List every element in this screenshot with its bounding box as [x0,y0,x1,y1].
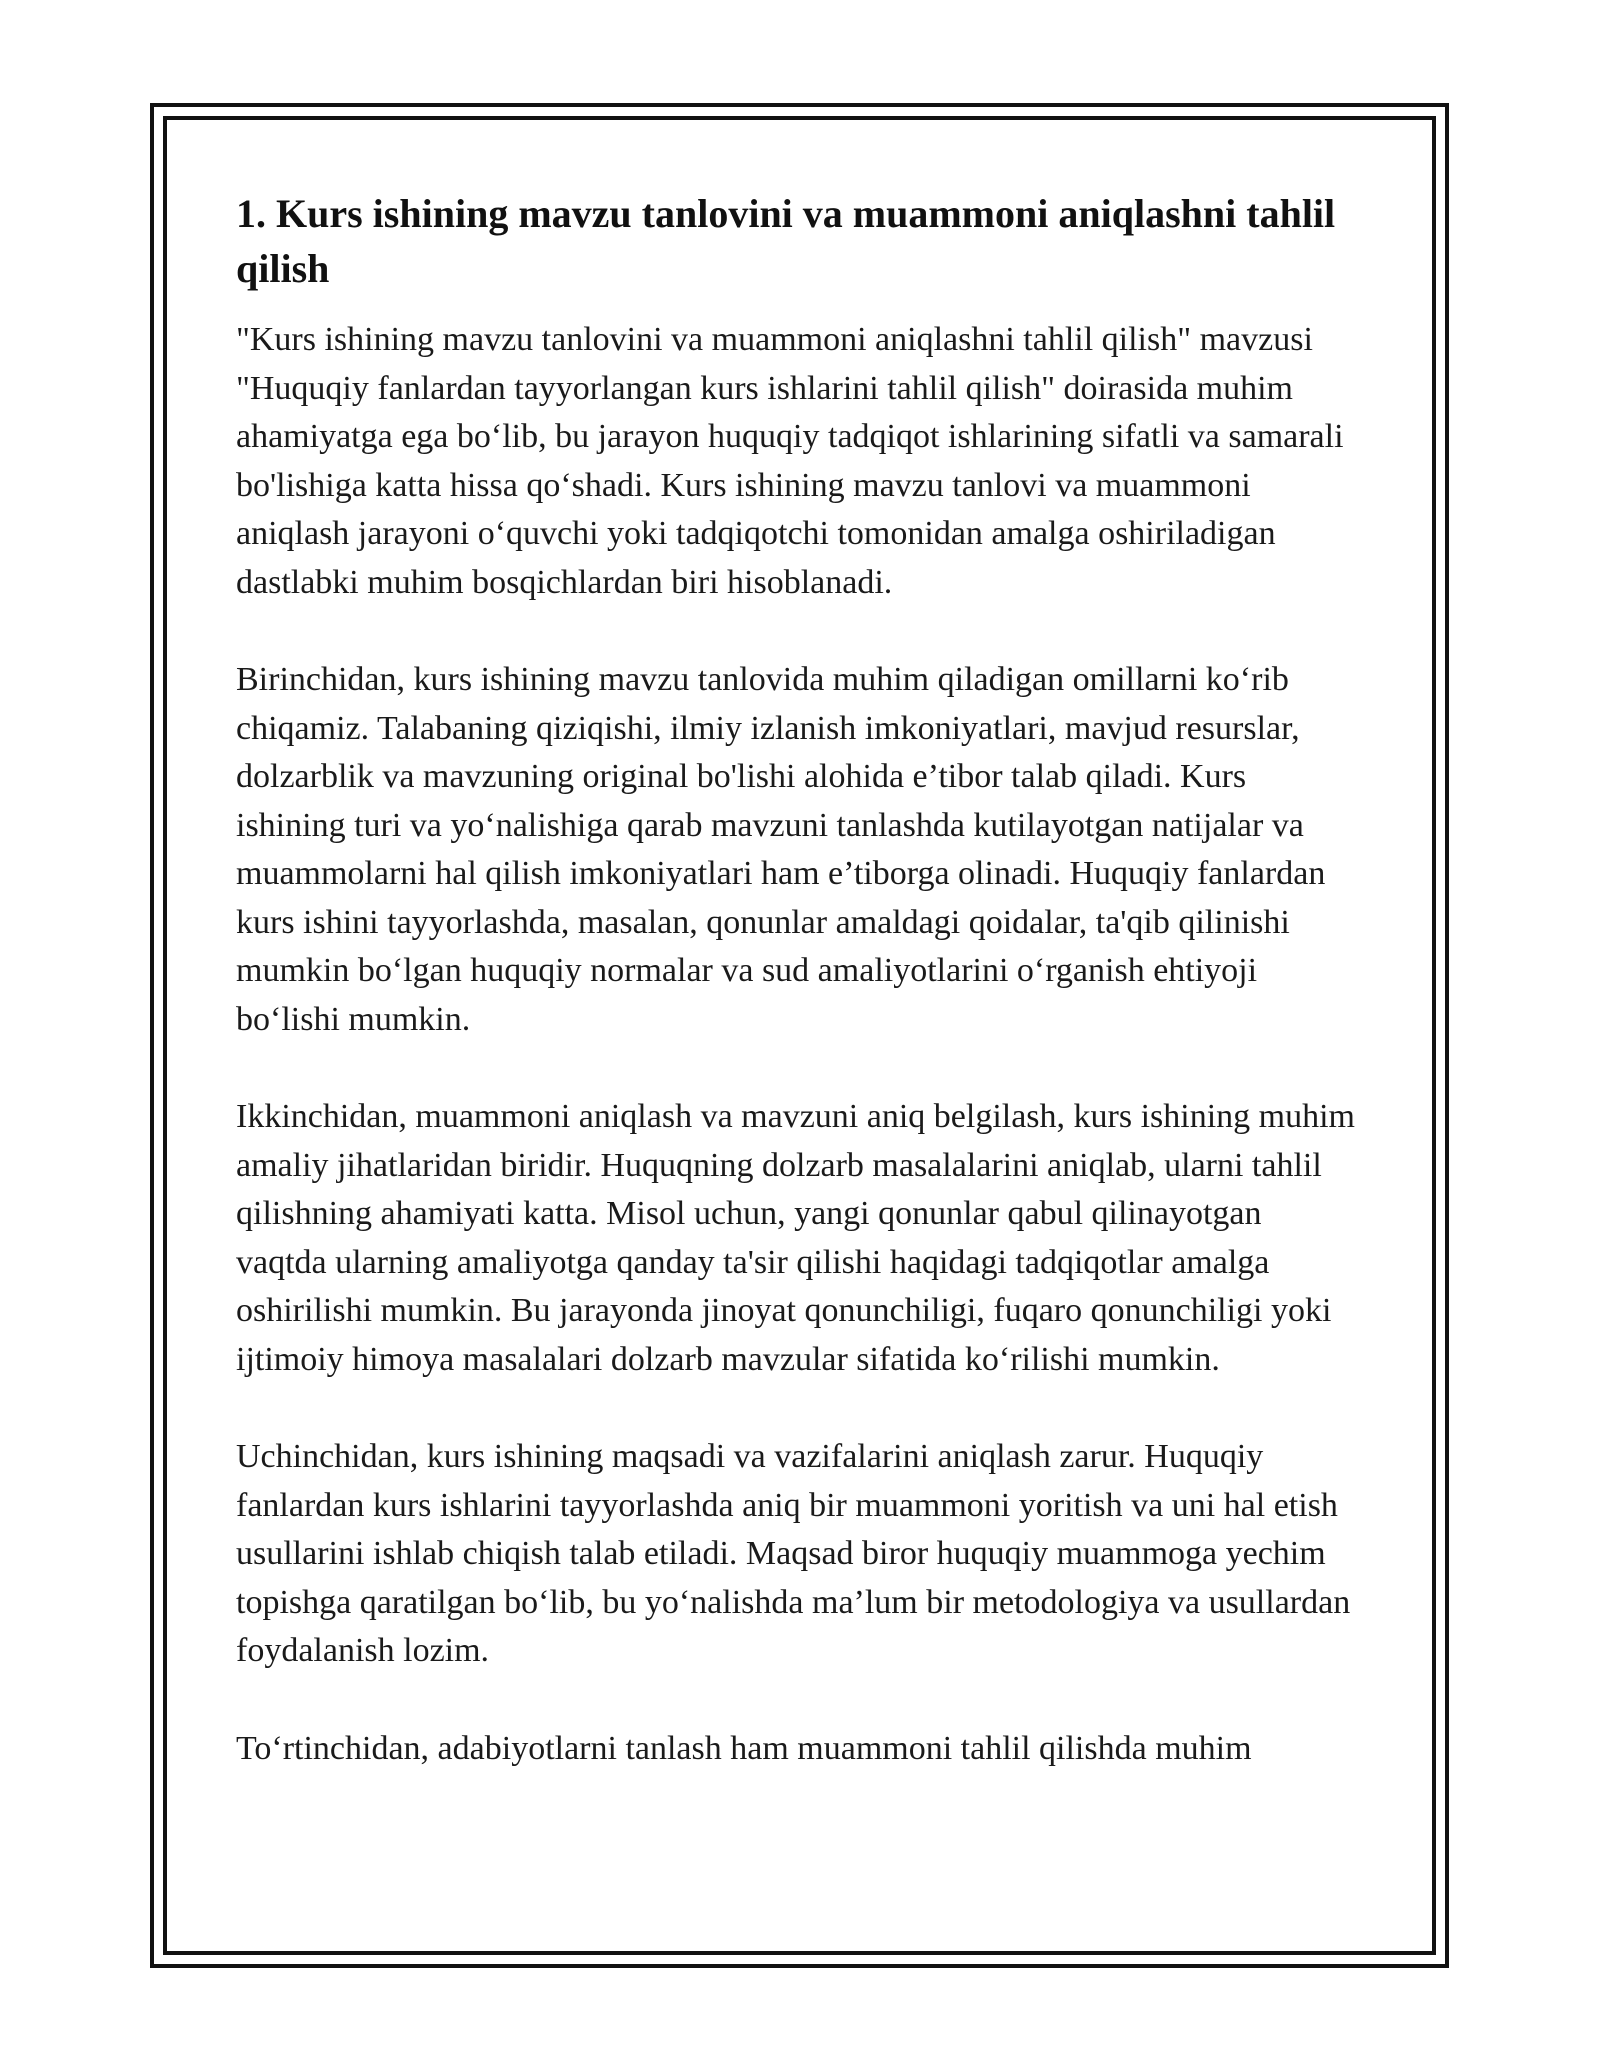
section-heading: 1. Kurs ishining mavzu tanlovini va muammoni aniqlashni tahlil qilish [236,191,1336,291]
paragraph-third: Uchinchidan, kurs ishining maqsadi va vazifalarini aniqlash zarur. Huquqiy fanlardan kurs ishlarini tayyorlashda aniq bir muammoni yoritish va uni hal etish usullarini ishlab chiqish talab etiladi. Maqsad biror huquqiy muammoga yechim topishga qaratilgan bo‘lib, bu yo‘nalishda ma’lum bir metodologiya va usullardan foydalanish lozim. [236,1438,1351,1669]
document-body [236,186,1356,1822]
paragraph-second: Ikkinchidan, muammoni aniqlash va mavzuni aniq belgilash, kurs ishining muhim amaliy jihatlaridan biridir. Huquqning dolzarb masalalarini aniqlab, ularni tahlil qilishning ahamiyati katta. Misol uchun, yangi qonunlar qabul qilinayotgan vaqtda ularning amaliyotga qanday ta'sir qilishi haqidagi tadqiqotlar amalga oshirilishi mumkin. Bu jarayonda jinoyat qonunchiligi, fuqaro qonunchiligi yoki ijtimoiy himoya masalalari dolzarb mavzular sifatida ko‘rilishi mumkin. [236,1098,1355,1378]
paragraph-intro: "Kurs ishining mavzu tanlovini va muammoni aniqlashni tahlil qilish" mavzusi "Huquqiy fanlardan tayyorlangan kurs ishlarini tahlil qilish" doirasida muhim ahamiyatga ega bo‘lib, bu jarayon huquqiy tadqiqot ishlarining sifatli va samarali bo'lishiga katta hissa qo‘shadi. Kurs ishining mavzu tanlovi va muammoni aniqlash jarayoni o‘quvchi yoki tadqiqotchi tomonidan amalga oshiriladigan dastlabki muhim bosqichlardan biri hisoblanadi. [236,321,1344,601]
paragraph-first: Birinchidan, kurs ishining mavzu tanlovida muhim qiladigan omillarni ko‘rib chiqamiz. Talabaning qiziqishi, ilmiy izlanish imkoniyatlari, mavjud resurslar, dolzarblik va mavzuning original bo'lishi alohida e’tibor talab qiladi. Kurs ishining turi va yo‘nalishiga qarab mavzuni tanlashda kutilayotgan natijalar va muammolarni hal qilish imkoniyatlari ham e’tiborga olinadi. Huquqiy fanlardan kurs ishini tayyorlashda, masalan, qonunlar amaldagi qoidalar, ta'qib qilinishi mumkin bo‘lgan huquqiy normalar va sud amaliyotlarini o‘rganish ehtiyoji bo‘lishi mumkin. [236,661,1326,1038]
paragraph-fourth: To‘rtinchidan, adabiyotlarni tanlash ham muammoni tahlil qilishda muhim [236,1729,1252,1767]
